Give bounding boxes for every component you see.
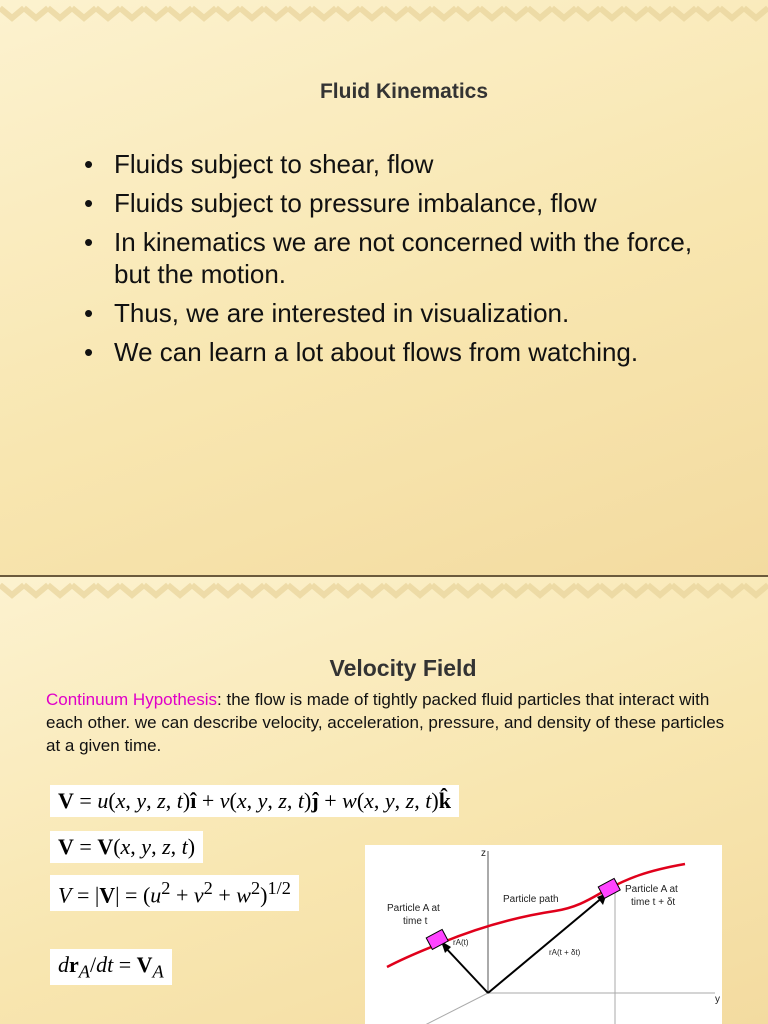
axis-y-label: y	[715, 994, 720, 1005]
bullet-dot: •	[84, 298, 94, 328]
label-ra-t: rA(t)	[453, 938, 469, 947]
bullet-item: • Fluids subject to shear, flow	[84, 149, 434, 179]
label-particle-a-later-line1: Particle A at	[625, 884, 678, 895]
slide-velocity-field	[0, 577, 768, 1024]
decorative-zigzag-border	[0, 0, 768, 30]
bullet-item: • We can learn a lot about flows from watching.	[84, 337, 639, 367]
particle-path-figure	[365, 845, 722, 1024]
label-particle-a-line1: Particle A at	[387, 903, 440, 914]
label-particle-path: Particle path	[503, 894, 559, 905]
particle-path-curve	[387, 864, 685, 967]
velocity-components-equation: V = u(x, y, z, t)î + v(x, y, z, t)ĵ + w(x, y, z, t)k̂	[50, 785, 459, 817]
label-particle-a-later-line2: time t + δt	[631, 897, 676, 908]
particle-path-diagram	[365, 845, 722, 1024]
bullet-item: • In kinematics we are not concerned with the force, but the motion.	[84, 227, 693, 289]
bullet-dot: •	[84, 149, 94, 179]
bullet-list	[84, 148, 704, 375]
velocity-vector-equation: V = V(x, y, z, t)	[50, 831, 203, 863]
bullet-dot: •	[84, 188, 94, 218]
decorative-zigzag-border	[0, 577, 768, 607]
bullet-item: • Fluids subject to pressure imbalance, flow	[84, 188, 597, 218]
bullet-dot: •	[84, 337, 94, 367]
label-ra-t-dt: rA(t + δt)	[549, 948, 581, 957]
position-vector-t	[443, 945, 488, 993]
bullet-item: • Thus, we are interested in visualization.	[84, 298, 570, 328]
axis-z-label: z	[481, 848, 486, 859]
slide-title: Velocity Field	[329, 655, 477, 681]
velocity-magnitude-equation: $V = |V| = (u^2 + v^2 + w^2)^{1/2}$	[50, 875, 299, 911]
label-particle-a-line2: time t	[403, 916, 428, 927]
bullet-dot: •	[84, 227, 94, 257]
highlight-term: Continuum Hypothesis	[46, 690, 218, 709]
continuum-paragraph: Continuum Hypothesis: the flow is made of tightly packed fluid particles that interact with each other. we can describe velocity, acceleration, pressure, and density of these particles at a given time.	[46, 690, 725, 755]
position-derivative-equation: $dr_A/dt = V_A$	[50, 949, 172, 985]
slide-title: Fluid Kinematics	[319, 80, 489, 103]
